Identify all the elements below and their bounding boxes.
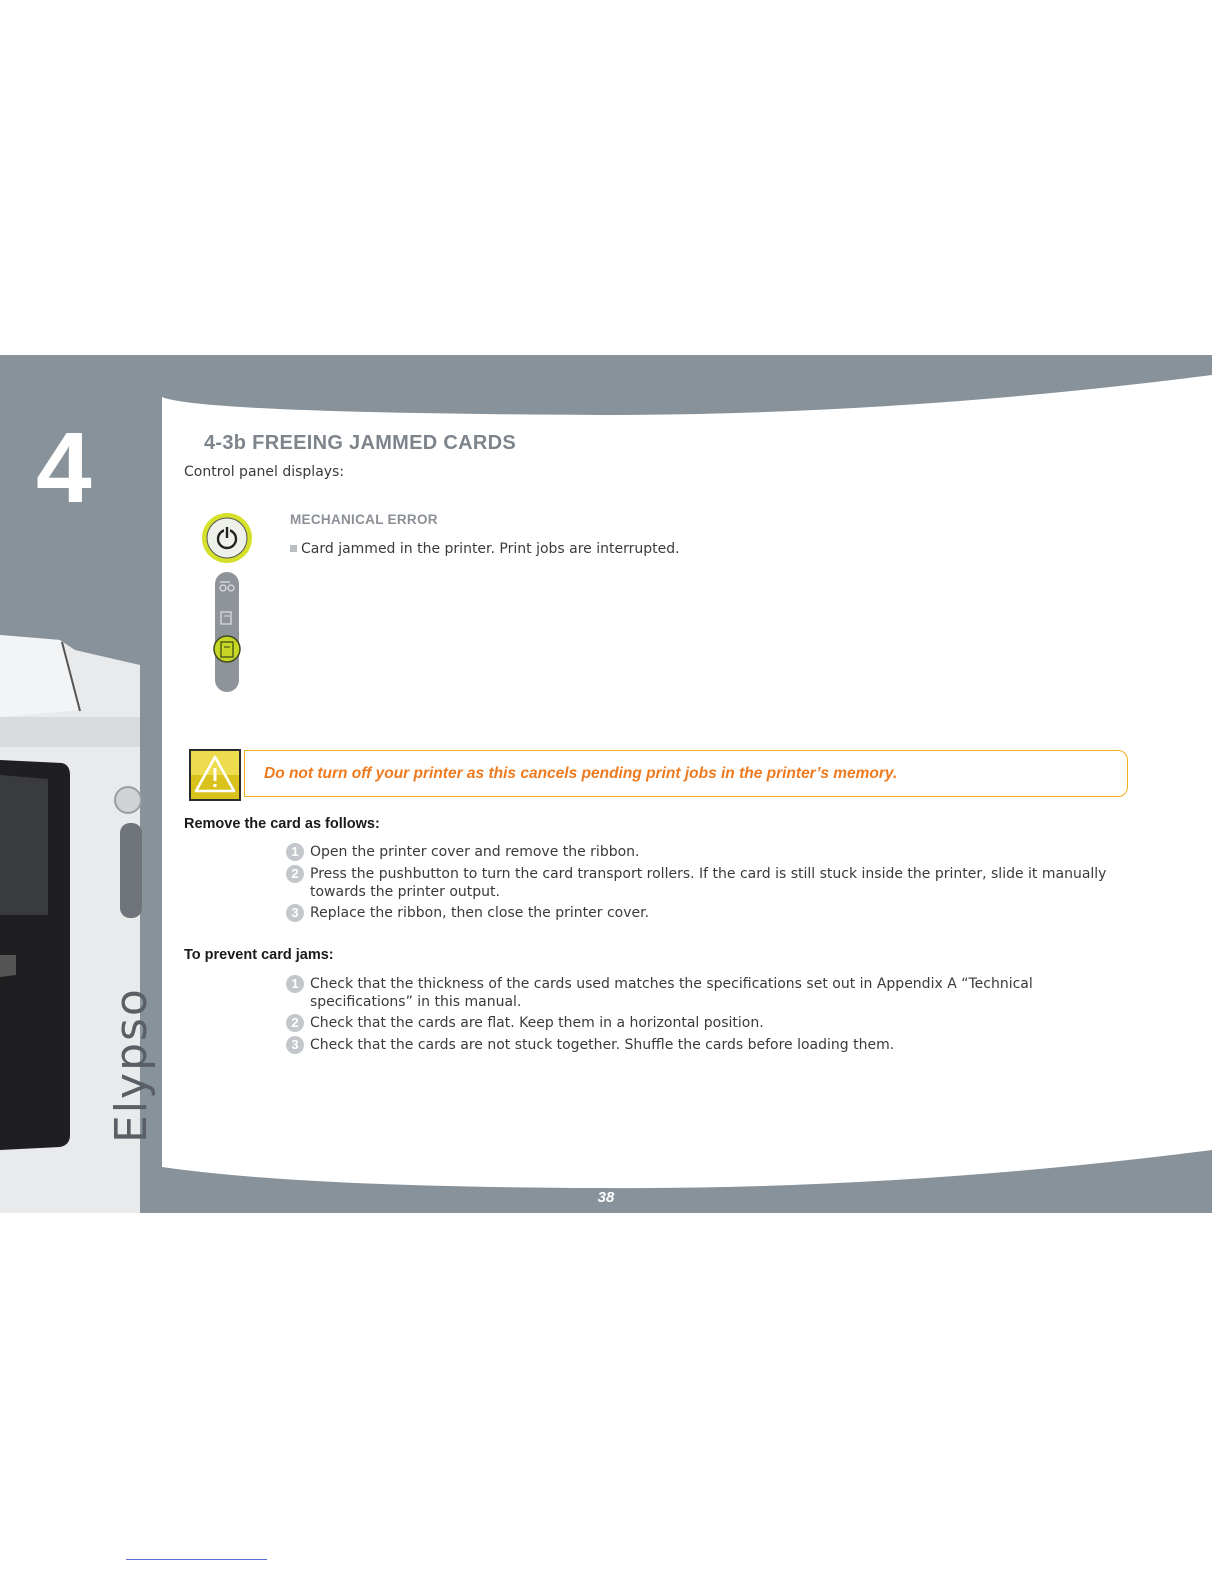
step-number-icon: 3 <box>286 1036 304 1054</box>
control-panel-illustration <box>200 512 256 697</box>
warning-icon <box>189 749 241 801</box>
bullet-icon <box>290 545 297 552</box>
remove-step <box>286 866 1132 901</box>
step-text: Check that the thickness of the cards used matches the specifications set out in Appendix A “Technical specifications” in this manual. <box>310 976 1033 1010</box>
prevent-step <box>286 1037 1132 1055</box>
intro-text: Control panel displays: <box>184 464 345 480</box>
remove-step <box>286 905 1132 923</box>
page-number: 38 <box>597 1189 615 1206</box>
step-text: Open the printer cover and remove the ribbon. <box>310 844 640 860</box>
section-title: 4-3b FREEING JAMMED CARDS <box>204 432 516 454</box>
step-text: Press the pushbutton to turn the card transport rollers. If the card is still stuck inside the printer, slide it manually towards the printer output. <box>310 866 1107 900</box>
step-text: Replace the ribbon, then close the printer cover. <box>310 905 650 921</box>
step-text: Check that the cards are not stuck together. Shuffle the cards before loading them. <box>310 1037 895 1053</box>
step-number-icon: 1 <box>286 975 304 993</box>
error-description-text: Card jammed in the printer. Print jobs are interrupted. <box>301 541 680 557</box>
step-number-icon: 2 <box>286 865 304 883</box>
svg-text:Elypso: Elypso <box>106 987 157 1143</box>
step-text: Check that the cards are flat. Keep them in a horizontal position. <box>310 1015 764 1031</box>
step-number-icon: 3 <box>286 904 304 922</box>
error-title: MECHANICAL ERROR <box>290 512 438 527</box>
chapter-number: 4 <box>36 412 92 524</box>
prevent-step <box>286 976 1132 1011</box>
step-number-icon: 2 <box>286 1014 304 1032</box>
prevent-step <box>286 1015 1132 1033</box>
footer-rule <box>126 1559 267 1560</box>
printer-photo <box>0 635 157 1213</box>
step-number-icon: 1 <box>286 843 304 861</box>
warning-text: Do not turn off your printer as this cancels pending print jobs in the printer’s memory. <box>264 765 898 782</box>
error-description <box>290 541 680 557</box>
remove-step <box>286 844 1132 862</box>
prevent-heading: To prevent card jams: <box>184 947 334 963</box>
remove-heading: Remove the card as follows: <box>184 816 380 832</box>
